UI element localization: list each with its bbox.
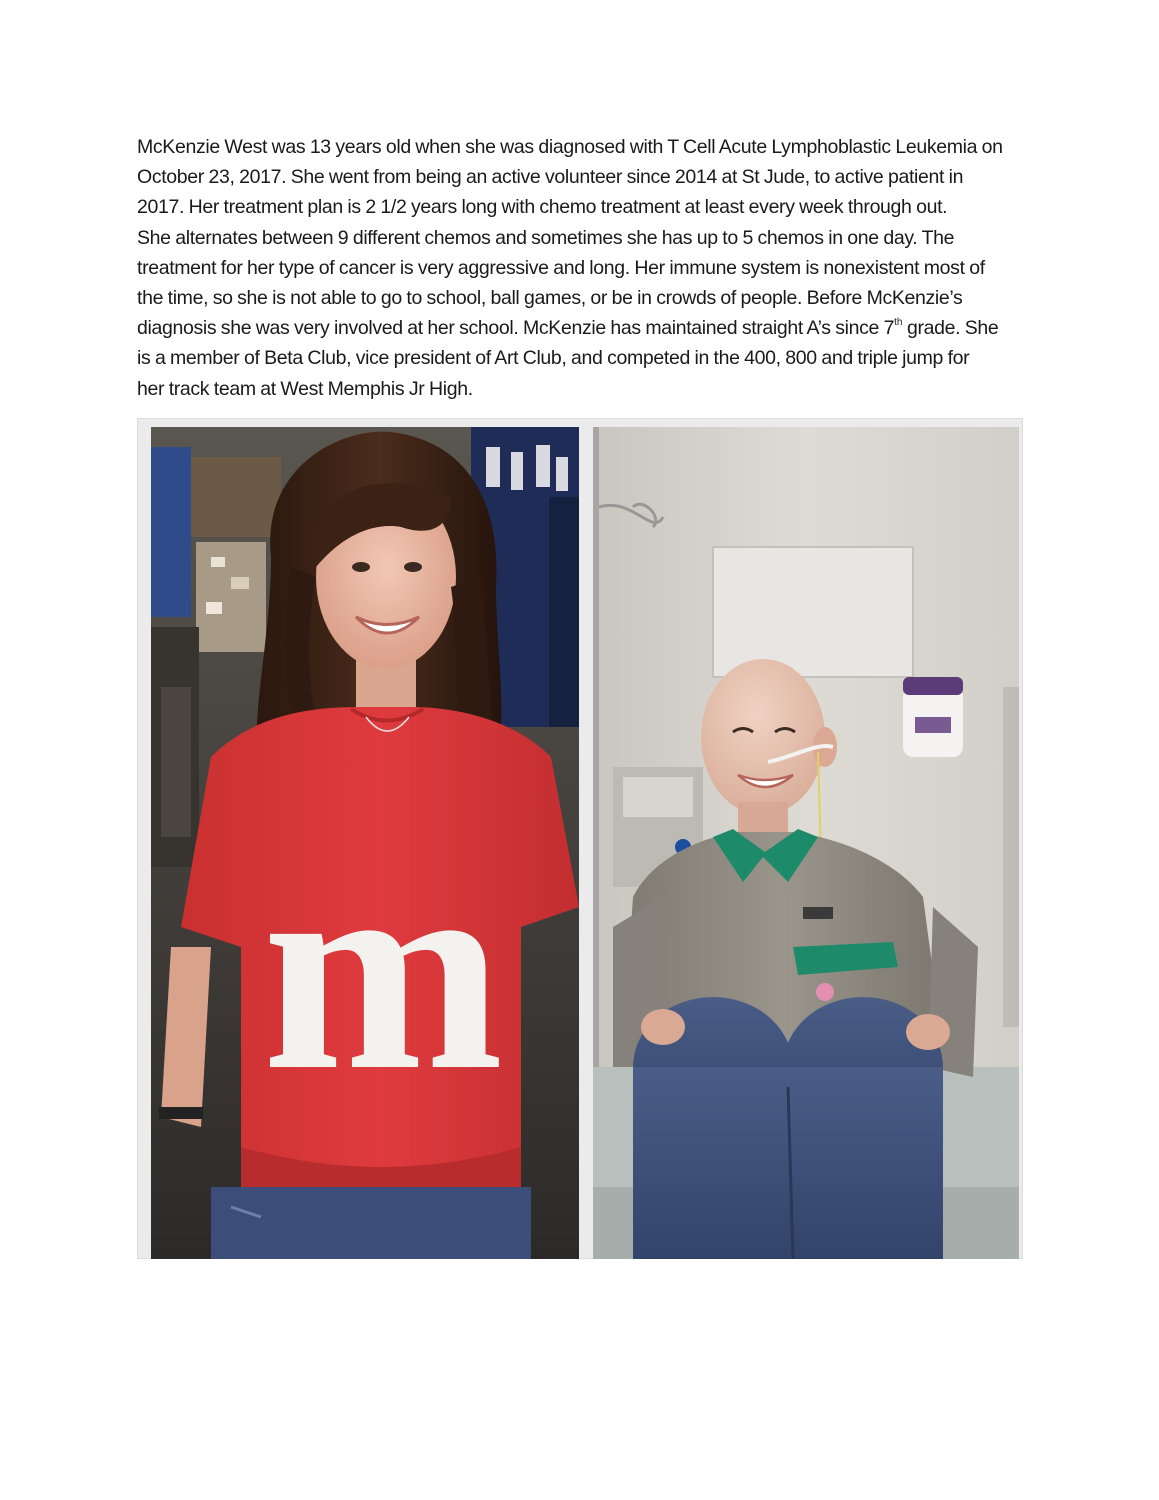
photo-before-diagnosis bbox=[151, 427, 579, 1259]
story-line: 2017. Her treatment plan is 2 1/2 years long with chemo treatment at least every week through out. bbox=[137, 196, 948, 219]
story-line: her track team at West Memphis Jr High. bbox=[137, 377, 473, 400]
story-line: is a member of Beta Club, vice president of Art Club, and competed in the 400, 800 and triple jump for bbox=[137, 347, 970, 370]
story-line: October 23, 2017. She went from being an active volunteer since 2014 at St Jude, to active patient in bbox=[137, 166, 964, 189]
story-line: She alternates between 9 different chemos and sometimes she has up to 5 chemos in one day. The bbox=[137, 226, 955, 249]
portrait-red-shirt bbox=[151, 427, 579, 1259]
portrait-hospital bbox=[593, 427, 1019, 1259]
story-line: the time, so she is not able to go to school, ball games, or be in crowds of people. Before McKenzie’s bbox=[137, 287, 963, 310]
story-line: treatment for her type of cancer is very aggressive and long. Her immune system is nonexistent most of bbox=[137, 256, 985, 279]
photo-during-treatment bbox=[593, 427, 1019, 1259]
story-line: McKenzie West was 13 years old when she was diagnosed with T Cell Acute Lymphoblastic Leukemia on bbox=[137, 136, 1003, 158]
shirt-logo: m bbox=[262, 809, 504, 1130]
story-text: diagnosis she was very involved at her school. McKenzie has maintained straight A’s since 7 bbox=[137, 317, 895, 340]
story-paragraph bbox=[137, 132, 1027, 404]
story-text: grade. She bbox=[902, 317, 999, 340]
photo-collage bbox=[137, 418, 1023, 1259]
ordinal-suffix: th bbox=[894, 317, 903, 329]
story-line bbox=[137, 313, 1027, 343]
